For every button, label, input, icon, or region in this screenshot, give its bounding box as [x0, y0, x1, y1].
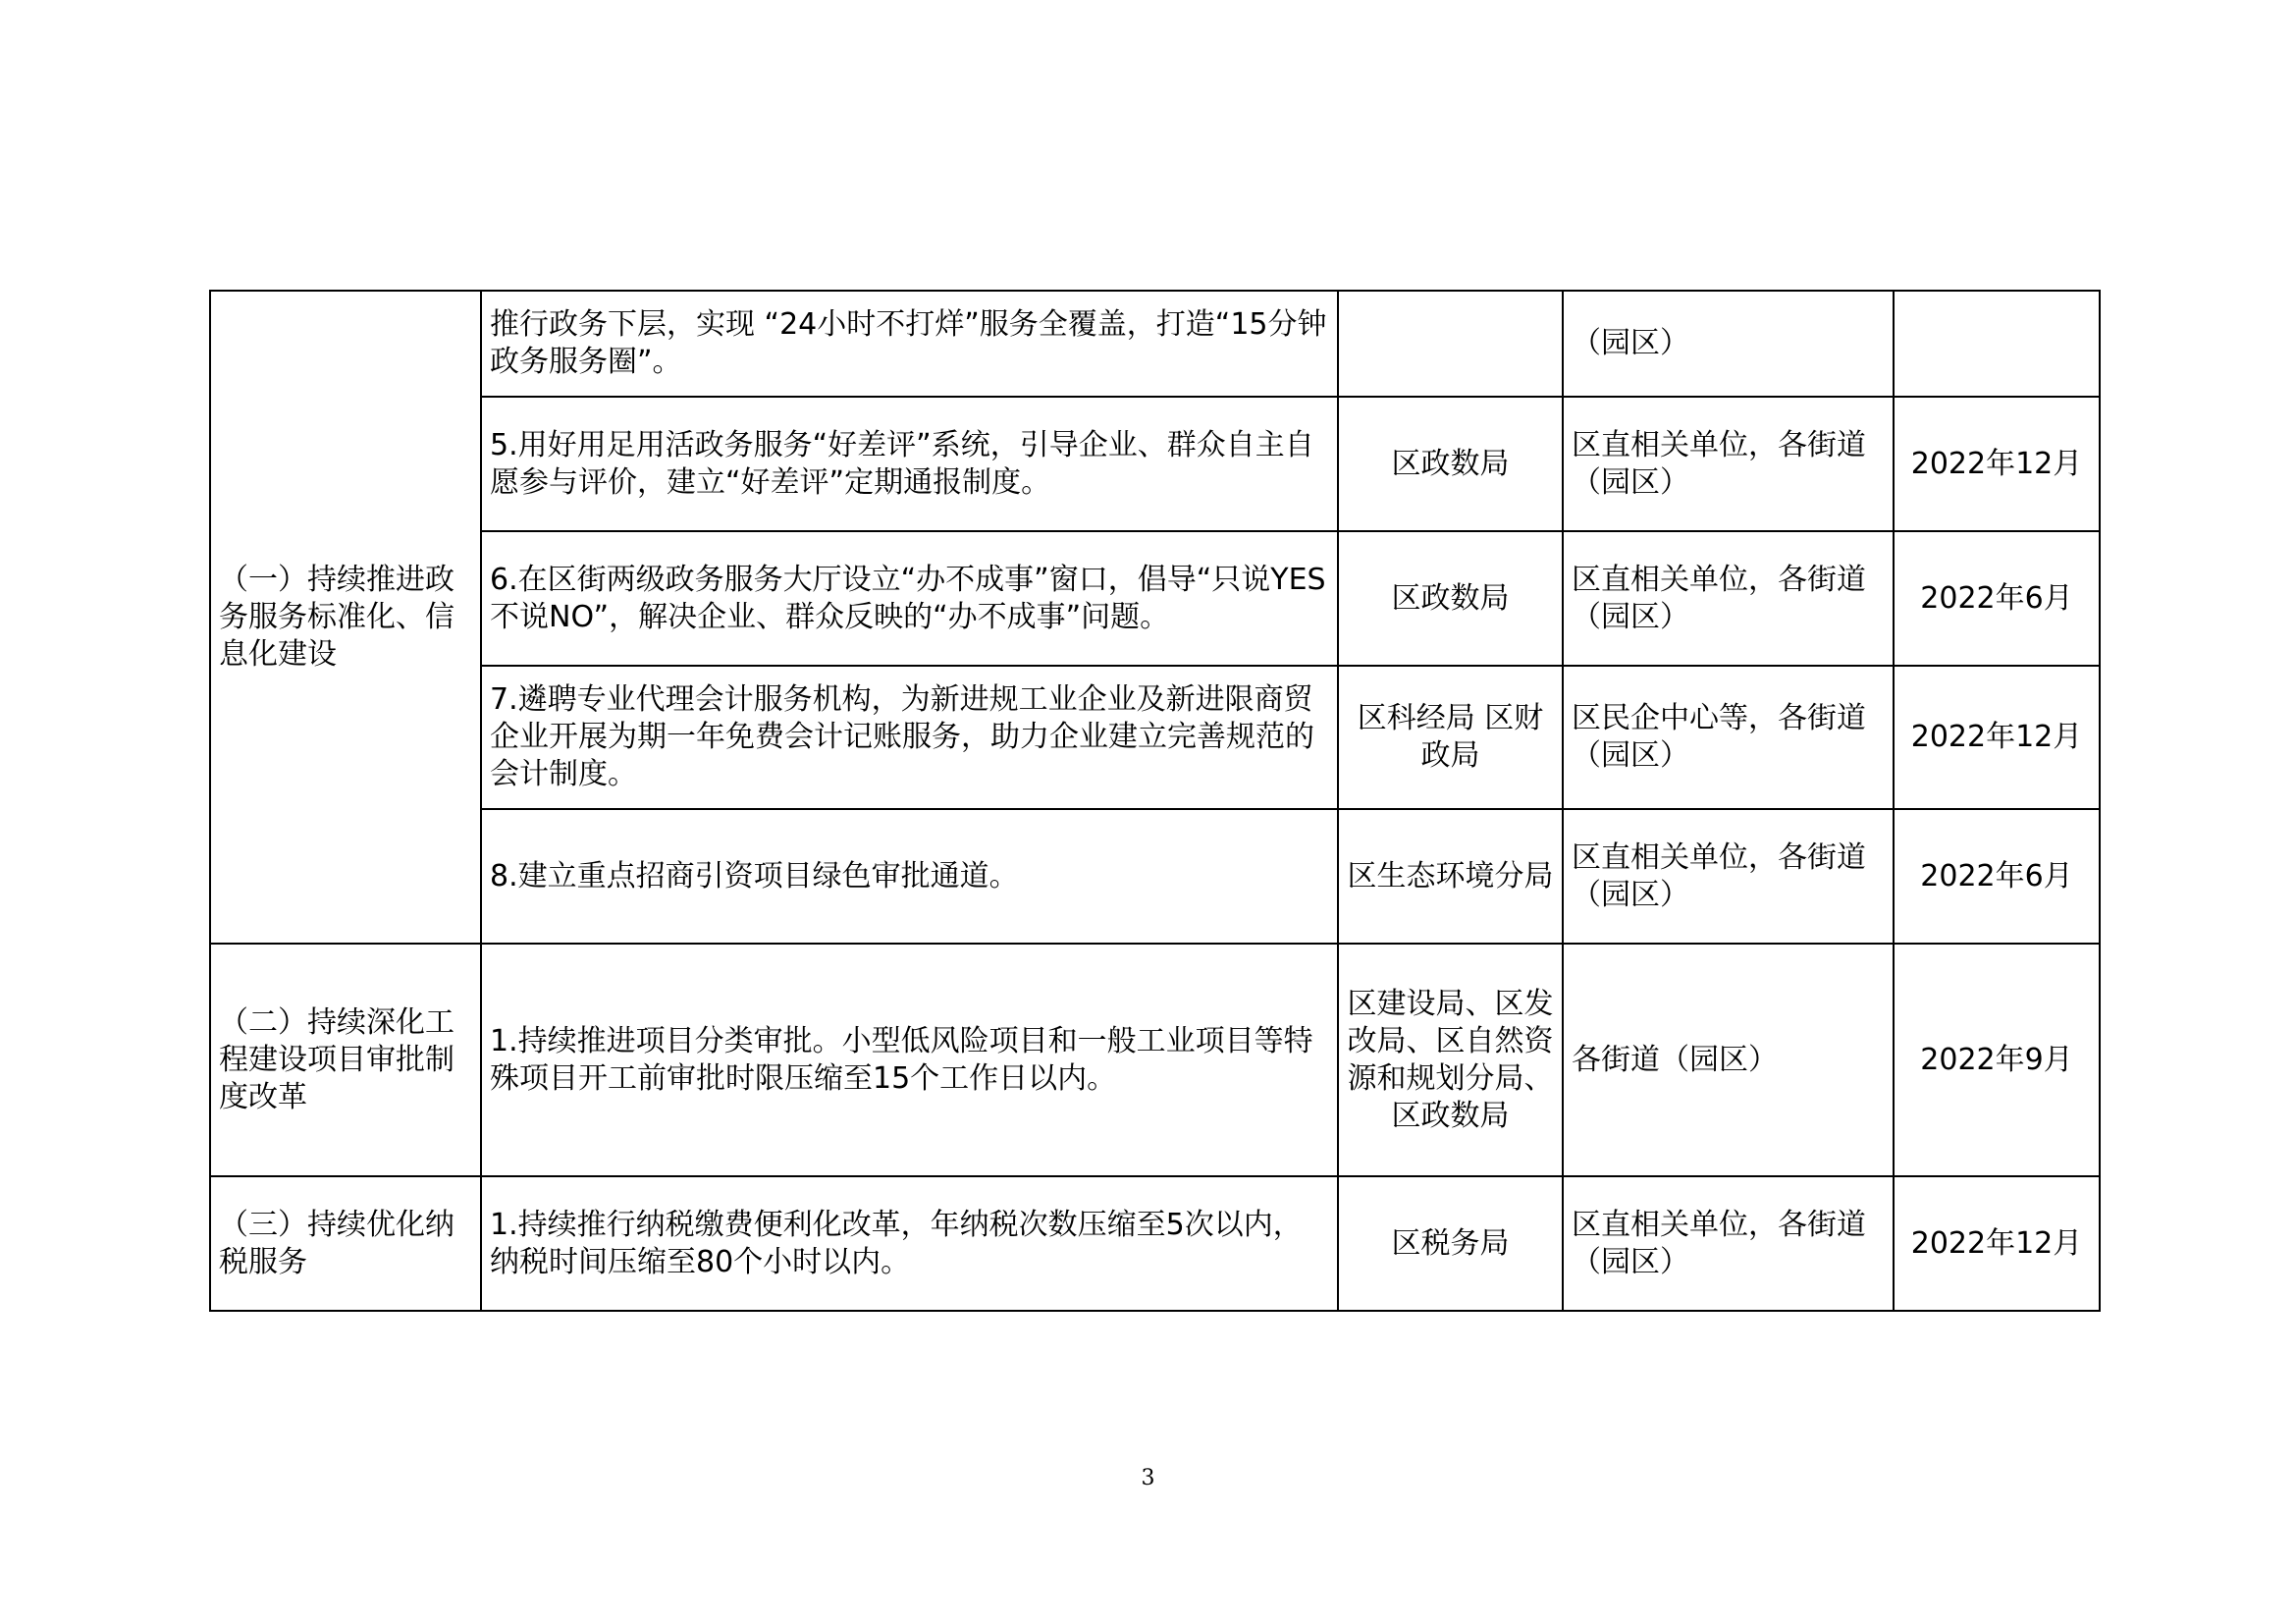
lead-unit-cell: 区科经局 区财政局 [1338, 666, 1563, 809]
task-cell: 1.持续推进项目分类审批。小型低风险项目和一般工业项目等特殊项目开工前审批时限压缩至15个工作日以内。 [481, 944, 1338, 1176]
deadline-cell: 2022年6月 [1894, 809, 2100, 944]
lead-unit-cell: 区建设局、区发改局、区自然资源和规划分局、区政数局 [1338, 944, 1563, 1176]
coop-unit-cell: 区直相关单位，各街道（园区） [1563, 1176, 1894, 1311]
table-row [210, 397, 2100, 531]
lead-unit-cell: 区税务局 [1338, 1176, 1563, 1311]
lead-unit-cell: 区政数局 [1338, 397, 1563, 531]
task-cell: 6.在区街两级政务服务大厅设立“办不成事”窗口，倡导“只说YES不说NO”，解决企业、群众反映的“办不成事”问题。 [481, 531, 1338, 666]
deadline-cell: 2022年9月 [1894, 944, 2100, 1176]
deadline-cell: 2022年12月 [1894, 397, 2100, 531]
task-table [209, 290, 2101, 1312]
deadline-cell: 2022年12月 [1894, 666, 2100, 809]
table-row [210, 291, 2100, 397]
task-cell: 7.遴聘专业代理会计服务机构，为新进规工业企业及新进限商贸企业开展为期一年免费会计记账服务，助力企业建立完善规范的会计制度。 [481, 666, 1338, 809]
coop-unit-cell: 区直相关单位，各街道（园区） [1563, 809, 1894, 944]
table-row [210, 809, 2100, 944]
task-cell: 1.持续推行纳税缴费便利化改革，年纳税次数压缩至5次以内，纳税时间压缩至80个小时以内。 [481, 1176, 1338, 1311]
table-row [210, 666, 2100, 809]
page-number: 3 [1141, 1466, 1155, 1490]
category-cell: （一）持续推进政务服务标准化、信息化建设 [210, 291, 481, 944]
category-cell: （三）持续优化纳税服务 [210, 1176, 481, 1311]
table-row [210, 1176, 2100, 1311]
deadline-cell: 2022年6月 [1894, 531, 2100, 666]
deadline-cell: 2022年12月 [1894, 1176, 2100, 1311]
task-cell: 推行政务下层，实现 “24小时不打烊”服务全覆盖，打造“15分钟政务服务圈”。 [481, 291, 1338, 397]
deadline-cell [1894, 291, 2100, 397]
lead-unit-cell: 区生态环境分局 [1338, 809, 1563, 944]
task-cell: 8.建立重点招商引资项目绿色审批通道。 [481, 809, 1338, 944]
coop-unit-cell: 区直相关单位，各街道（园区） [1563, 531, 1894, 666]
coop-unit-cell: 区直相关单位，各街道（园区） [1563, 397, 1894, 531]
coop-unit-cell: 区民企中心等，各街道（园区） [1563, 666, 1894, 809]
table-row [210, 944, 2100, 1176]
lead-unit-cell [1338, 291, 1563, 397]
task-cell: 5.用好用足用活政务服务“好差评”系统，引导企业、群众自主自愿参与评价，建立“好差评”定期通报制度。 [481, 397, 1338, 531]
table-row [210, 531, 2100, 666]
coop-unit-cell: （园区） [1563, 291, 1894, 397]
lead-unit-cell: 区政数局 [1338, 531, 1563, 666]
coop-unit-cell: 各街道（园区） [1563, 944, 1894, 1176]
category-cell: （二）持续深化工程建设项目审批制度改革 [210, 944, 481, 1176]
